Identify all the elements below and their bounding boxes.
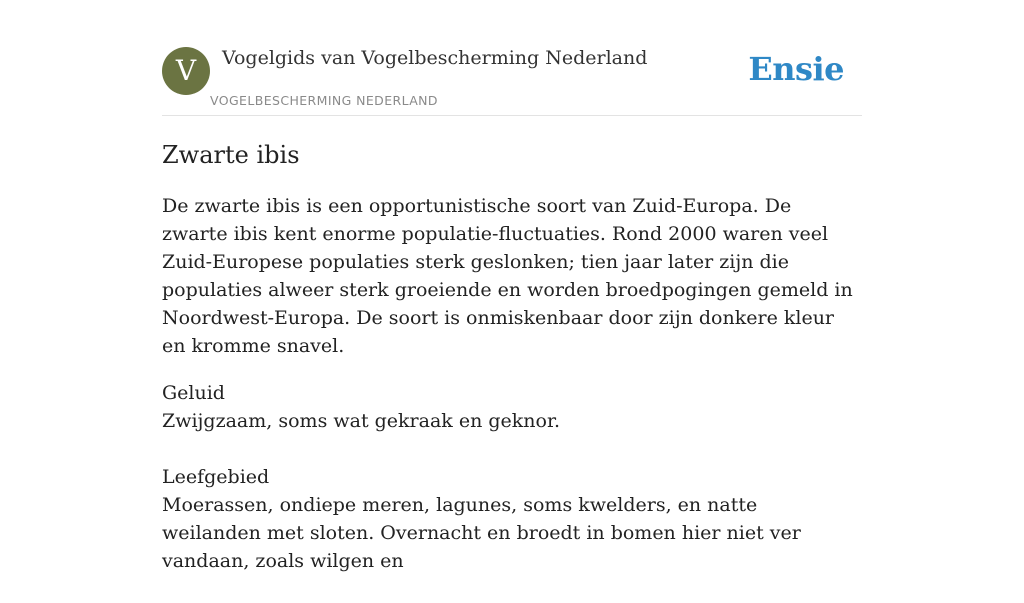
ensie-logo-link[interactable]: Ensie (748, 50, 844, 88)
section-heading: Geluid (162, 382, 225, 404)
source-avatar[interactable]: V (162, 47, 210, 95)
article-intro: De zwarte ibis is een opportunistische soort van Zuid-Europa. De zwarte ibis kent enorme populatie-fluctuaties. Rond 2000 waren veel Zuid-Europese populaties sterk geslonken; tien jaar later zijn die populaties alweer sterk groeiende en worden broedpogingen gemeld in Noordwest-Europa. De soort is onmiskenbaar door zijn donkere kleur en kromme snavel. (162, 195, 853, 357)
source-header (162, 46, 862, 116)
section-leefgebied (162, 463, 862, 575)
publisher-label: VOGELBESCHERMING NEDERLAND (210, 93, 438, 108)
article-title: Zwarte ibis (162, 141, 300, 169)
section-geluid (162, 379, 862, 435)
section-heading: Leefgebied (162, 466, 270, 488)
section-text: Zwijgzaam, soms wat gekraak en geknor. (162, 410, 560, 432)
article-body (162, 140, 862, 603)
section-text: Moerassen, ondiepe meren, lagunes, soms kwelders, en natte weilanden met sloten. Overnacht en broedt in bomen hier niet ver vandaan, zoals wilgen en (162, 494, 801, 572)
source-title-link[interactable]: Vogelgids van Vogelbescherming Nederland (222, 47, 648, 69)
